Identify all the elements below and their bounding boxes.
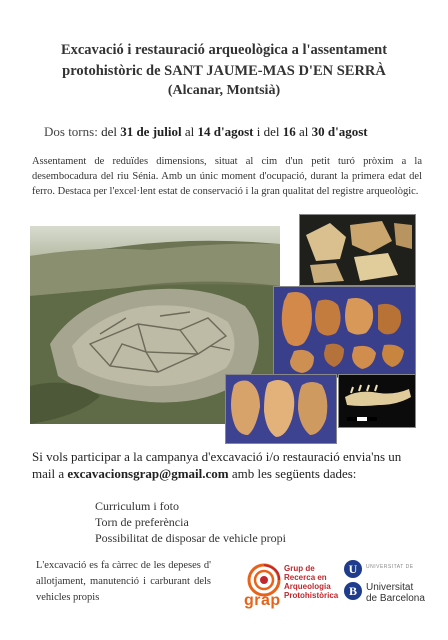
dates-text-2: al (184, 124, 195, 139)
ub-logo-name (366, 582, 425, 604)
participation-call (32, 449, 414, 482)
date-3: 16 (282, 124, 296, 139)
ub-logo-u-icon: U (344, 560, 362, 578)
title-line-1: Excavació i restauració arqueològica a l'assentament (60, 42, 388, 58)
site-description: Assentament de reduïdes dimensions, situat al cim d'un petit turó pròxim a la desembocadura del riu Sénia. Amb un únic moment d'ocupació, durant la primera edat del ferro. Destaca per l'excel·lent estat de conservació i la gran qualitat del registre arqueològic. (32, 156, 422, 197)
participation-text-2: amb les següents dades: (231, 465, 357, 481)
pottery-collection-photo (273, 286, 416, 378)
requirements-list (95, 498, 286, 546)
date-1: 31 de juliol (120, 124, 182, 139)
footer-note: L'excavació es fa càrrec de les depeses d' allotjament, manutenció i carburant dels vehicles propis (36, 560, 211, 603)
grap-logo-wordmark: grap (244, 592, 281, 609)
requirement-item: Possibilitat de disposar de vehicle propi (95, 531, 286, 545)
ub-logo-small-text: UNIVERSITAT DE (366, 564, 414, 570)
poster-title (0, 40, 448, 82)
dates-line (44, 124, 368, 140)
dates-text-4: al (298, 124, 309, 139)
stone-fragments-illustration (300, 215, 415, 285)
ub-logo-line: Universitat (366, 582, 414, 593)
requirement-item: Torn de preferència (95, 515, 189, 529)
date-4: 30 d'agost (311, 124, 368, 139)
ub-logo-line: de Barcelona (366, 593, 425, 604)
grap-logo (244, 562, 344, 610)
dates-label: Dos torns: (44, 124, 98, 139)
date-2: 14 d'agost (197, 124, 254, 139)
ub-logo-b-icon: B (344, 582, 362, 600)
grap-logo-line: Grup de (284, 564, 315, 573)
stone-fragments-photo (299, 214, 416, 286)
bone-artifact-illustration (339, 375, 415, 427)
grap-logo-text (284, 564, 338, 600)
ub-logo-emblem (344, 560, 362, 610)
amphorae-illustration (226, 375, 336, 443)
poster-subtitle: (Alcanar, Montsià) (167, 83, 281, 98)
ub-logo (342, 560, 432, 612)
pottery-collection-illustration (274, 287, 415, 377)
contact-email[interactable]: excavacionsgrap@gmail.com (67, 465, 229, 481)
dates-text-1: del (101, 124, 117, 139)
grap-logo-line: Arqueologia (284, 582, 331, 591)
amphorae-photo (225, 374, 337, 444)
grap-logo-line: Recerca en (284, 573, 327, 582)
title-line-2: protohistòric de SANT JAUME-MAS D'EN SERRÀ (62, 63, 386, 79)
requirement-item: Curriculum i foto (95, 499, 179, 513)
bone-artifact-photo (338, 374, 416, 428)
grap-logo-line: Protohistòrica (284, 591, 339, 600)
dates-text-3: i del (256, 124, 280, 139)
participation-text-1: Si vols participar a la campanya d'excavació i/o restauració envia'ns un mail a (32, 449, 402, 481)
